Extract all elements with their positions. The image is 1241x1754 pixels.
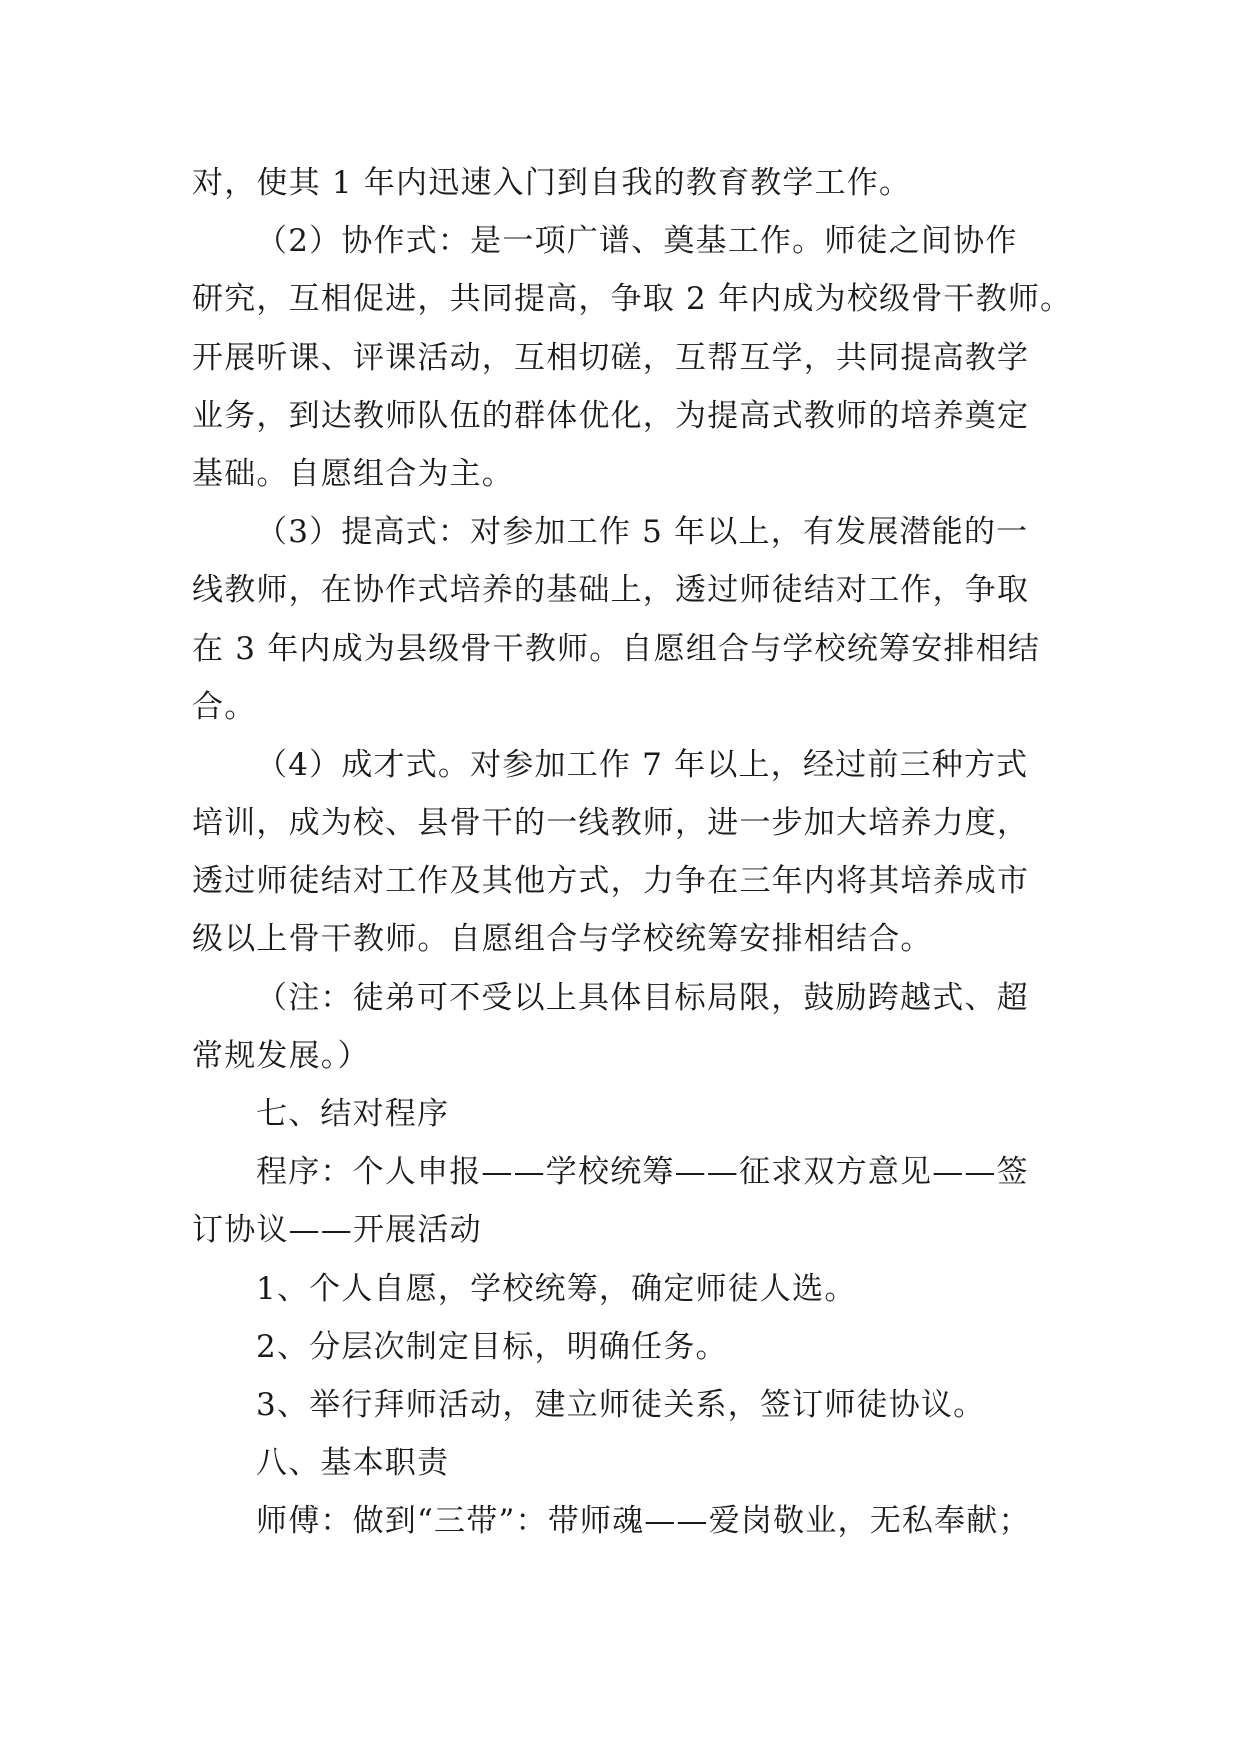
text-line: 1、个人自愿，学校统筹，确定师徒人选。 [256,1270,857,1307]
text-line: 培训，成为校、县骨干的一线教师，进一步加大培养力度， [192,805,1030,842]
text-line: （注：徒弟可不受以上具体目标局限，鼓励跨越式、超 [256,979,1029,1016]
text-line: 八、基本职责 [256,1445,450,1482]
text-line: 在 3 年内成为县级骨干教师。自愿组合与学校统筹安排相结 [192,630,1041,667]
text-line: 七、结对程序 [256,1096,450,1132]
text-line: 2、分层次制定目标，明确任务。 [256,1328,728,1365]
text-line: 师傅：做到“三带”：带师魂——爱岗敬业，无私奉献； [256,1503,1031,1540]
text-line: 合。 [192,688,257,725]
text-line: （2）协作式：是一项广谱、奠基工作。师徒之间协作 [256,223,1018,260]
text-line: 程序：个人申报——学校统筹——征求双方意见——签 [256,1154,1029,1191]
text-line: 业务，到达教师队伍的群体优化，为提高式教师的培养奠定 [192,397,1030,434]
text-line: 常规发展。） [192,1037,370,1074]
text-line: 开展听课、评课活动，互相切磋，互帮互学，共同提高教学 [192,339,1030,376]
document-body [192,154,1073,1551]
text-line: 订协议——开展活动 [192,1212,482,1249]
text-line: 级以上骨干教师。自愿组合与学校统筹安排相结合。 [192,921,933,958]
text-line: 研究，互相促进，共同提高，争取 2 年内成为校级骨干教师。 [192,281,1073,318]
text-line: （3）提高式：对参加工作 5 年以上，有发展潜能的一 [256,514,1029,551]
text-line: 基础。自愿组合为主。 [192,455,514,492]
text-line: 对，使其 1 年内迅速入门到自我的教育教学工作。 [192,165,912,201]
text-line: 透过师徒结对工作及其他方式，力争在三年内将其培养成市 [192,863,1030,900]
text-line: （4）成才式。对参加工作 7 年以上，经过前三种方式 [256,746,1029,783]
text-line: 3、举行拜师活动，建立师徒关系，签订师徒协议。 [256,1386,986,1423]
text-line: 线教师，在协作式培养的基础上，透过师徒结对工作，争取 [192,572,1030,609]
